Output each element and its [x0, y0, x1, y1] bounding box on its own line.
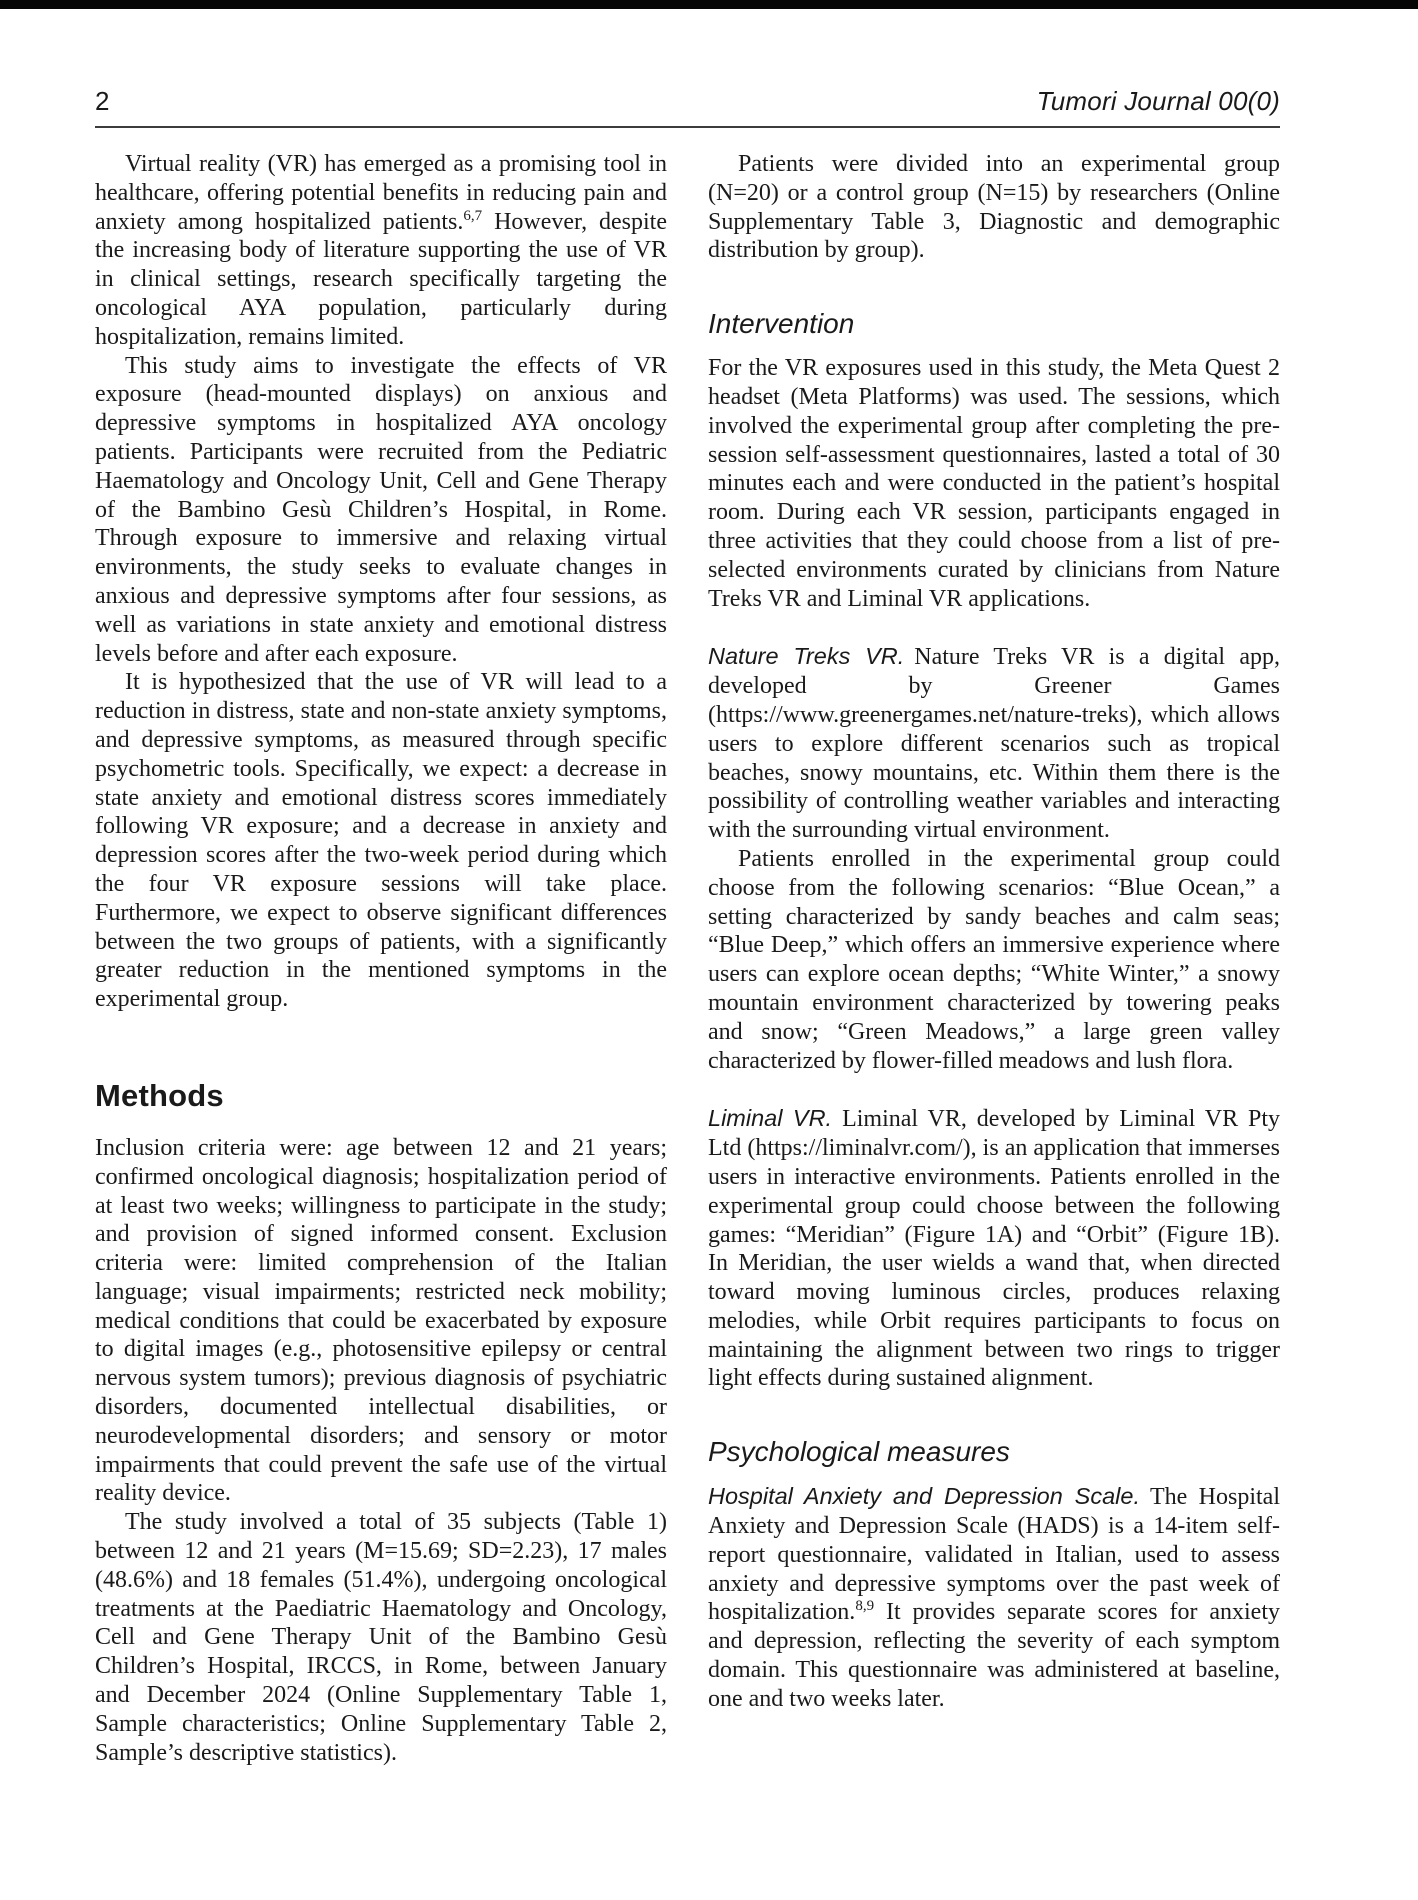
body-text: The study involved a total of 35 subjects (Table 1) between 12 and 21 years (M=15.69; SD=2.23), 17 males (48.6%) and 18 females (51.4%), undergoing oncological treatments at the Paediatric Haematology and Oncology, Cell and Gene Therapy Unit of the Bambino Gesù Children’s Hospital, IRCCS, in Rome, between January and December 2024 (Online Supplementary Table 1, Sample characteristics; Online Supplementary Table 2, Sample’s descriptive statistics).	[95, 1509, 667, 1766]
page-number: 2	[95, 86, 110, 116]
runin-heading: Hospital Anxiety and Depression Scale.	[708, 1483, 1140, 1510]
paragraph	[95, 150, 667, 352]
body-text: However, despite the increasing body of literature supporting the use of VR in clinical settings, research specifically targeting the oncological AYA population, particularly during hospitalization, remains limited.	[95, 208, 667, 350]
header-rule	[95, 126, 1280, 128]
body-text: Patients enrolled in the experimental group could choose from the following scenarios: “Blue Ocean,” a setting characterized by sandy beaches and calm seas; “Blue Deep,” which offers an immersive experience where users can explore ocean depths; “White Winter,” a snowy mountain environment characterized by towering peaks and snow; “Green Meadows,” a large green valley characterized by flower-filled meadows and lush flora.	[708, 845, 1280, 1074]
right-column	[708, 150, 1280, 1714]
paragraph	[708, 1482, 1280, 1713]
body-text: Liminal VR, developed by Liminal VR Pty Ltd (https://liminalvr.com/), is an application that immerses users in interactive environments. Patients enrolled in the experimental group could choose between the following games: “Meridian” (Figure 1A) and “Orbit” (Figure 1B). In Meridian, the user wields a wand that, when directed toward moving luminous circles, produces relaxing melodies, while Orbit requires participants to focus on maintaining the alignment between two rings to trigger light effects during sustained alignment.	[708, 1106, 1281, 1392]
citation-superscript: 8,9	[855, 1598, 875, 1615]
page-top-bar	[0, 0, 1418, 9]
paragraph	[708, 1104, 1280, 1393]
body-text: It is hypothesized that the use of VR will lead to a reduction in distress, state and non-state anxiety symptoms, and depressive symptoms, as measured through specific psychometric tools. Specifically, we expect: a decrease in state anxiety and emotional distress scores immediately following VR exposure; and a decrease in anxiety and depression scores after the two-week period during which the four VR exposure sessions will take place. Furthermore, we expect to observe significant differences between the two groups of patients, with a significantly greater reduction in the mentioned symptoms in the experimental group.	[95, 669, 667, 1013]
body-text: Nature Treks VR is a digital app, developed by Greener Games (https://www.greenergames.net/nature-treks), which allows users to explore different scenarios such as tropical beaches, snowy mountains, etc. Within them there is the possibility of controlling weather variables and interacting with the surrounding virtual environment.	[708, 644, 1280, 844]
subsection-heading-intervention: Intervention	[708, 308, 855, 340]
page-header	[95, 86, 1280, 116]
paragraph	[708, 150, 1280, 265]
section-heading-methods: Methods	[95, 1077, 224, 1113]
body-text: For the VR exposures used in this study, the Meta Quest 2 headset (Meta Platforms) was used. The sessions, which involved the experimental group after completing the pre-session self-assessment questionnaires, lasted a total of 30 minutes each and were conducted in the patient’s hospital room. During each VR session, participants engaged in three activities that they could choose from a list of pre-selected environments curated by clinicians from Nature Treks VR and Liminal VR applications.	[708, 355, 1280, 612]
paragraph	[708, 845, 1280, 1075]
paragraph	[95, 352, 667, 669]
paragraph	[708, 354, 1280, 613]
body-text: This study aims to investigate the effects of VR exposure (head-mounted displays) on anxious and depressive symptoms in hospitalized AYA oncology patients. Participants were recruited from the Pediatric Haematology and Oncology Unit, Cell and Gene Therapy of the Bambino Gesù Children’s Hospital, in Rome. Through exposure to immersive and relaxing virtual environments, the study seeks to evaluate changes in anxious and depressive symptoms after four sessions, as well as variations in state anxiety and emotional distress levels before and after each exposure.	[95, 352, 667, 667]
body-text: Patients were divided into an experimental group (N=20) or a control group (N=15) by researchers (Online Supplementary Table 3, Diagnostic and demographic distribution by group).	[708, 151, 1280, 264]
left-column	[95, 150, 667, 1767]
body-text: Inclusion criteria were: age between 12 and 21 years; confirmed oncological diagnosis; hospitalization period of at least two weeks; willingness to participate in the study; and provision of signed informed consent. Exclusion criteria were: limited comprehension of the Italian language; visual impairments; restricted neck mobility; medical conditions that could be exacerbated by exposure to digital images (e.g., photosensitive epilepsy or central nervous system tumors); previous diagnosis of psychiatric disorders, documented intellectual disabilities, or neurodevelopmental disorders; and sensory or motor impairments that could prevent the safe use of the virtual reality device.	[95, 1134, 667, 1507]
paragraph	[95, 668, 667, 1014]
subsection-heading-psychological-measures: Psychological measures	[708, 1436, 1010, 1468]
body-text: It provides separate scores for anxiety and depression, reflecting the severity of each symptom domain. This questionnaire was administered at baseline, one and two weeks later.	[708, 1599, 1280, 1712]
citation-superscript: 6,7	[463, 207, 483, 224]
paragraph	[708, 642, 1280, 845]
body-text: The Hospital Anxiety and Depression Scale (HADS) is a 14-item self-report questionnaire, validated in Italian, used to assess anxiety and depressive symptoms over the past week of hospitalization.	[708, 1484, 1280, 1626]
runin-heading: Nature Treks VR.	[708, 643, 905, 670]
journal-title: Tumori Journal 00(0)	[1036, 86, 1280, 116]
paragraph	[95, 1508, 667, 1767]
body-text: Virtual reality (VR) has emerged as a promising tool in healthcare, offering potential benefits in reducing pain and anxiety among hospitalized patients.	[95, 151, 667, 235]
paragraph	[95, 1134, 667, 1508]
runin-heading: Liminal VR.	[708, 1105, 833, 1132]
